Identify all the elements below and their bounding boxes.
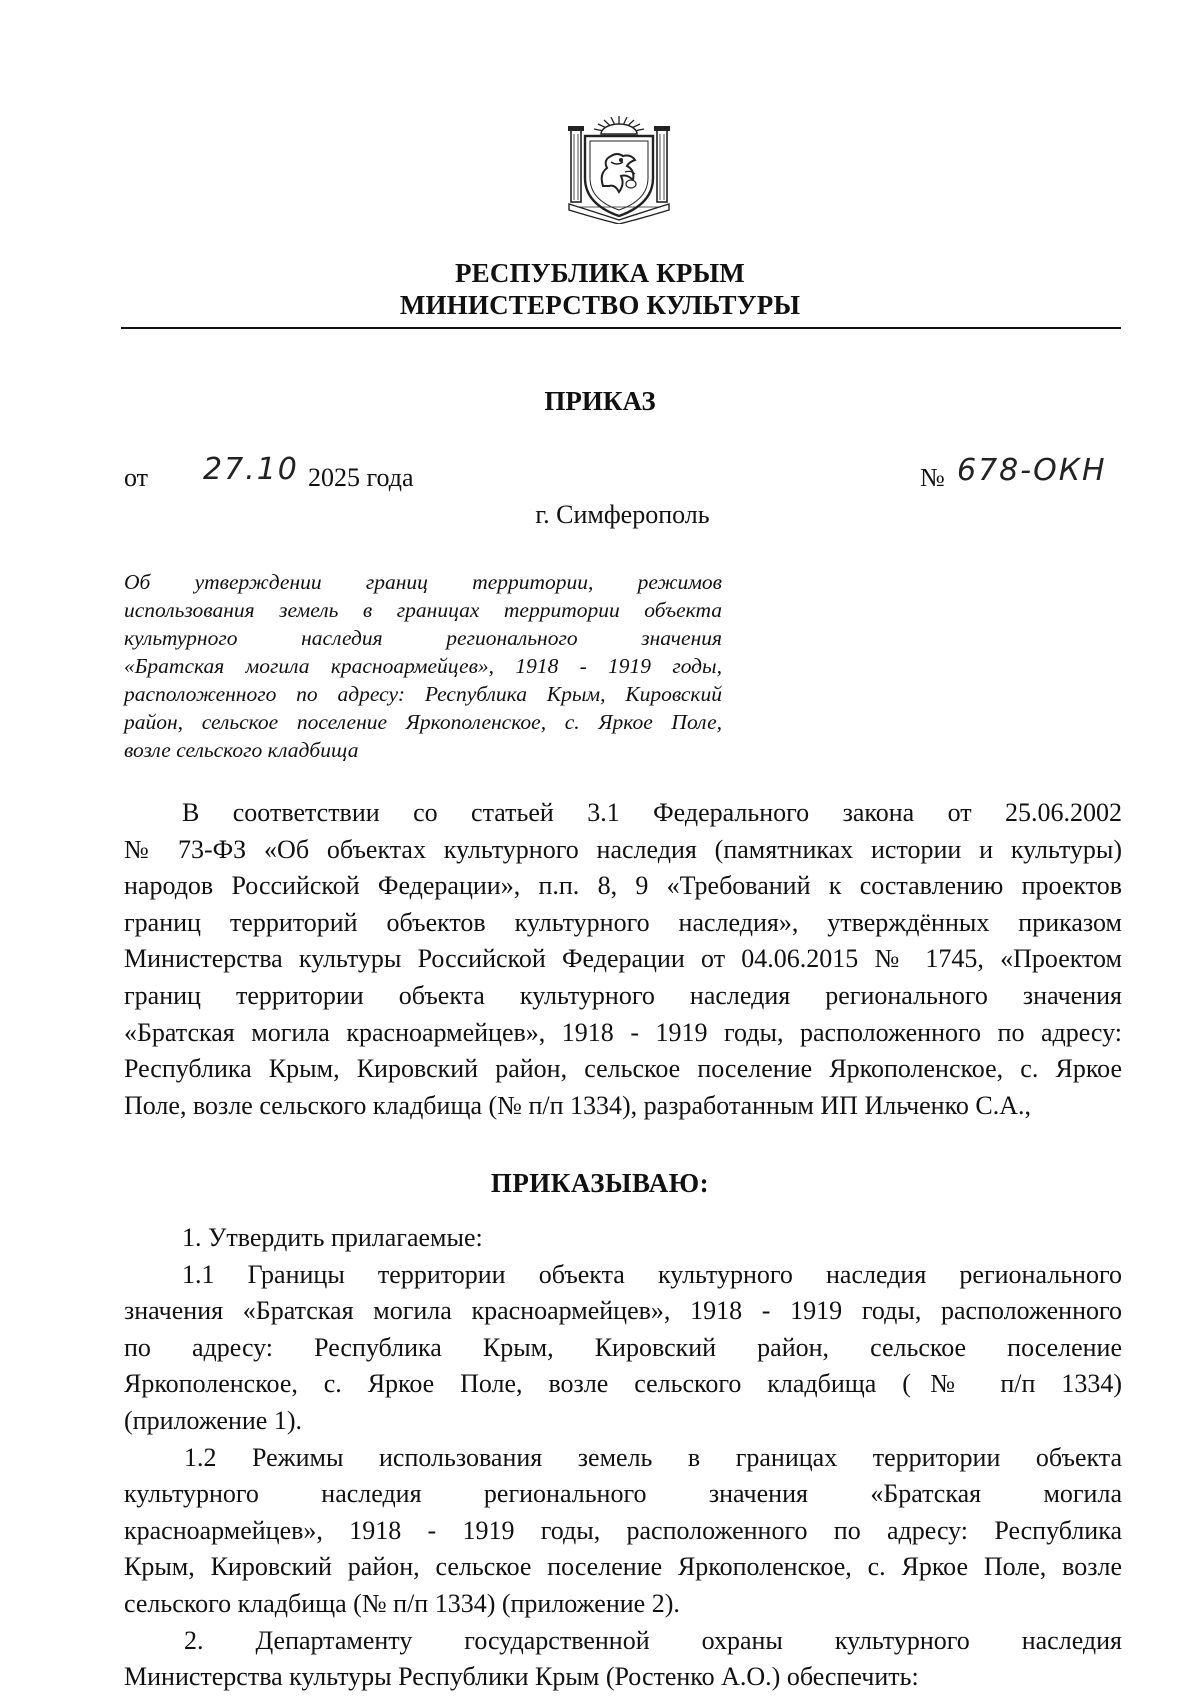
republic-name: РЕСПУБЛИКА КРЫМ (454, 258, 745, 288)
number-label: № (920, 463, 945, 492)
crimea-coat-of-arms-icon (565, 112, 673, 224)
subject-line: расположенного по адресу: Республика Крым, Кировский (124, 682, 722, 706)
item-line: 1.2 Режимы использования земель в границах территории объекта (184, 1442, 1122, 1472)
preamble-line: «Братская могила красноармейцев», 1918 - 1919 годы, расположенного по адресу: (124, 1017, 1122, 1047)
ministry-name: МИНИСТЕРСТВО КУЛЬТУРЫ (399, 290, 801, 320)
subject-line: «Братская могила красноармейцев», 1918 - 1919 годы, (124, 654, 722, 678)
order-title: ПРИКАЗ (544, 386, 656, 416)
subject-line: культурного наследия регионального значения (124, 626, 722, 650)
header-divider (121, 327, 1121, 329)
preamble (124, 795, 1122, 1124)
item-line: сельского кладбища (№ п/п 1334) (приложение 2). (124, 1588, 680, 1618)
item-line: 1. Утвердить прилагаемые: (182, 1223, 483, 1252)
preamble-line: границ территории объекта культурного наследия регионального значения (124, 980, 1122, 1010)
order-command: ПРИКАЗЫВАЮ: (490, 1168, 710, 1198)
preamble-line: В соответствии со статьей 3.1 Федерального закона от 25.06.2002 (182, 798, 1122, 827)
item-line: Яркополенское, с. Яркое Поле, возле сельского кладбища (№ п/п 1334) (124, 1369, 1122, 1399)
city: г. Симферополь (535, 500, 710, 529)
subject-line: возле сельского кладбища (124, 738, 359, 762)
item-line: культурного наследия регионального значения «Братская могила (124, 1479, 1122, 1509)
preamble-line: Поле, возле сельского кладбища (№ п/п 1334), разработанным ИП Ильченко С.А., (124, 1090, 1032, 1120)
preamble-line: № 73-ФЗ «Об объектах культурного наследия (памятниках истории и культуры) (124, 834, 1122, 864)
preamble-line: Министерства культуры Российской Федерации от 04.06.2015 № 1745, «Проектом (124, 944, 1122, 974)
item-line: (приложение 1). (124, 1405, 303, 1435)
handwritten-date: 27.10 (203, 452, 299, 487)
item-line: 1.1 Границы территории объекта культурного наследия регионального (182, 1259, 1122, 1289)
date-year: 2025 года (308, 463, 414, 492)
preamble-line: границ территорий объектов культурного наследия», утверждённых приказом (124, 907, 1122, 937)
preamble-line: народов Российской Федерации», п.п. 8, 9 «Требований к составлению проектов (124, 871, 1122, 901)
item-line: по адресу: Республика Крым, Кировский район, сельское поселение (124, 1332, 1122, 1362)
subject-line: район, сельское поселение Яркополенское, с. Яркое Поле, (124, 710, 722, 734)
subject-line: использования земель в границах территории объекта (124, 598, 722, 622)
order-subject (124, 568, 722, 764)
handwritten-number: 678-ОКН (957, 453, 1107, 488)
date-prefix: от (124, 463, 149, 492)
item-line: 2. Департаменту государственной охраны культурного наследия (184, 1625, 1122, 1655)
item-line: Министерства культуры Республики Крым (Ростенко А.О.) обеспечить: (124, 1662, 919, 1692)
order-items (124, 1220, 1122, 1696)
preamble-line: Республика Крым, Кировский район, сельское поселение Яркополенское, с. Яркое (124, 1054, 1122, 1084)
item-line: значения «Братская могила красноармейцев», 1918 - 1919 годы, расположенного (124, 1296, 1122, 1326)
item-line: Крым, Кировский район, сельское поселение Яркополенское, с. Яркое Поле, возле (124, 1552, 1122, 1582)
item-line: красноармейцев», 1918 - 1919 годы, расположенного по адресу: Республика (124, 1515, 1122, 1545)
subject-line: Об утверждении границ территории, режимов (124, 570, 722, 594)
